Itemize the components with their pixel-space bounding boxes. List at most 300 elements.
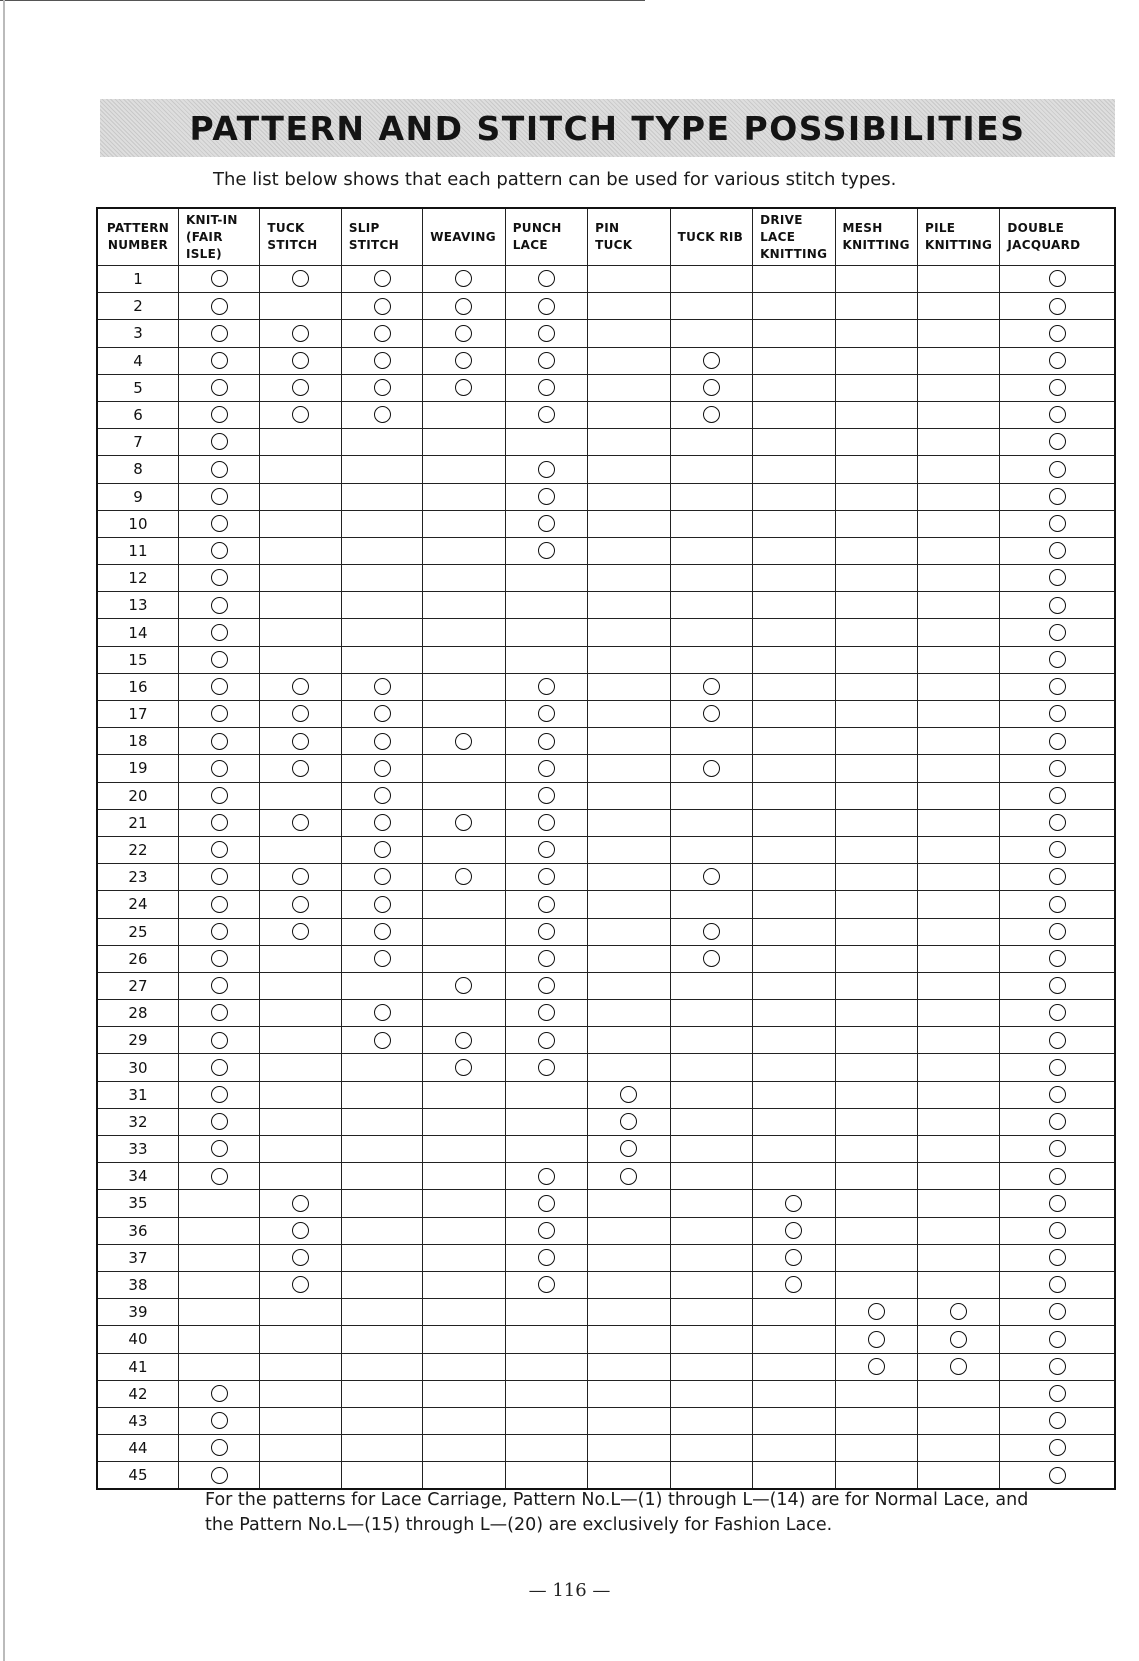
stitch-cell-pile-knitting [917,1108,999,1135]
table-row [97,891,1115,918]
stitch-cell-tuck-rib [670,1000,752,1027]
stitch-cell-drive-lace-knitting [753,918,835,945]
circle-mark-icon [1049,1086,1066,1103]
stitch-cell-pile-knitting [917,565,999,592]
stitch-cell-double-jacquard [1000,483,1115,510]
column-header-text: KNIT-IN [185,212,238,227]
stitch-cell-pin-tuck [588,1326,670,1353]
stitch-cell-tuck-stitch [260,728,341,755]
circle-mark-icon [1049,787,1066,804]
stitch-cell-tuck-rib [670,293,752,320]
stitch-cell-double-jacquard [1000,1027,1115,1054]
table-row [97,782,1115,809]
circle-mark-icon [1049,624,1066,641]
column-header-text: KNITTING [760,246,828,261]
stitch-cell-punch-lace [505,401,587,428]
circle-mark-icon [292,760,309,777]
stitch-cell-tuck-stitch [260,918,341,945]
stitch-cell-mesh-knitting [835,1027,917,1054]
circle-mark-icon [1049,678,1066,695]
stitch-cell-tuck-stitch [260,1407,341,1434]
stitch-cell-drive-lace-knitting [753,673,835,700]
stitch-cell-tuck-stitch [260,1435,341,1462]
stitch-cell-weaving [423,1299,505,1326]
table-row [97,1353,1115,1380]
stitch-cell-tuck-rib [670,782,752,809]
pattern-number-cell: 4 [97,347,178,374]
circle-mark-icon [1049,406,1066,423]
circle-mark-icon [538,923,555,940]
circle-mark-icon [1049,569,1066,586]
stitch-cell-tuck-rib [670,945,752,972]
stitch-cell-drive-lace-knitting [753,374,835,401]
stitch-cell-drive-lace-knitting [753,1435,835,1462]
stitch-cell-double-jacquard [1000,374,1115,401]
stitch-cell-pile-knitting [917,320,999,347]
stitch-cell-pile-knitting [917,429,999,456]
circle-mark-icon [1049,1303,1066,1320]
stitch-cell-knit-in [178,1217,259,1244]
column-header-text: LACE [512,238,548,252]
stitch-cell-tuck-stitch [260,1163,341,1190]
circle-mark-icon [374,270,391,287]
stitch-cell-weaving [423,1136,505,1163]
top-rule [0,0,645,1]
stitch-cell-slip-stitch [341,1299,422,1326]
pattern-number-cell: 11 [97,537,178,564]
stitch-cell-slip-stitch [341,918,422,945]
circle-mark-icon [538,705,555,722]
circle-mark-icon [211,542,228,559]
circle-mark-icon [1049,1032,1066,1049]
pattern-number-cell: 26 [97,945,178,972]
circle-mark-icon [211,896,228,913]
stitch-cell-drive-lace-knitting [753,1299,835,1326]
stitch-cell-tuck-stitch [260,1380,341,1407]
table-row [97,374,1115,401]
pattern-number-cell: 42 [97,1380,178,1407]
stitch-cell-knit-in [178,1326,259,1353]
stitch-cell-knit-in [178,1054,259,1081]
footnote [205,1488,1065,1538]
stitch-cell-slip-stitch [341,429,422,456]
stitch-cell-knit-in [178,1244,259,1271]
footnote-line-2: the Pattern No.L—(15) through L—(20) are exclusively for Fashion Lace. [205,1515,833,1535]
table-row [97,401,1115,428]
stitch-cell-slip-stitch [341,347,422,374]
pattern-number-cell: 18 [97,728,178,755]
stitch-cell-weaving [423,483,505,510]
stitch-cell-pin-tuck [588,1000,670,1027]
stitch-cell-tuck-stitch [260,510,341,537]
stitch-cell-punch-lace [505,1163,587,1190]
stitch-cell-pile-knitting [917,836,999,863]
stitch-cell-pile-knitting [917,1081,999,1108]
stitch-cell-tuck-rib [670,918,752,945]
circle-mark-icon [703,352,720,369]
stitch-cell-tuck-rib [670,592,752,619]
table-row [97,1435,1115,1462]
table-row [97,347,1115,374]
stitch-cell-pile-knitting [917,1462,999,1490]
stitch-cell-slip-stitch [341,945,422,972]
stitch-cell-tuck-stitch [260,347,341,374]
stitch-cell-mesh-knitting [835,755,917,782]
stitch-cell-pile-knitting [917,809,999,836]
circle-mark-icon [1049,433,1066,450]
circle-mark-icon [1049,1195,1066,1212]
stitch-cell-double-jacquard [1000,728,1115,755]
page-title: PATTERN AND STITCH TYPE POSSIBILITIES [189,108,1026,148]
stitch-cell-pile-knitting [917,537,999,564]
circle-mark-icon [211,379,228,396]
stitch-cell-tuck-stitch [260,891,341,918]
pattern-number-cell: 32 [97,1108,178,1135]
stitch-cell-slip-stitch [341,1217,422,1244]
stitch-cell-punch-lace [505,918,587,945]
pattern-number-cell: 12 [97,565,178,592]
stitch-cell-tuck-rib [670,1054,752,1081]
stitch-cell-tuck-stitch [260,293,341,320]
stitch-cell-punch-lace [505,1407,587,1434]
stitch-cell-pin-tuck [588,646,670,673]
stitch-cell-pile-knitting [917,401,999,428]
stitch-cell-tuck-rib [670,401,752,428]
stitch-cell-drive-lace-knitting [753,972,835,999]
circle-mark-icon [292,705,309,722]
stitch-cell-pin-tuck [588,755,670,782]
stitch-cell-pin-tuck [588,1462,670,1490]
stitch-cell-weaving [423,1271,505,1298]
column-header-text: TUCK [595,238,633,252]
stitch-cell-punch-lace [505,537,587,564]
circle-mark-icon [620,1140,637,1157]
stitch-cell-punch-lace [505,266,587,293]
stitch-cell-tuck-rib [670,1081,752,1108]
stitch-cell-pile-knitting [917,347,999,374]
stitch-cell-mesh-knitting [835,1407,917,1434]
stitch-cell-slip-stitch [341,891,422,918]
stitch-cell-pin-tuck [588,728,670,755]
column-header-tuck-stitch [260,208,341,266]
column-header-text: PIN [595,221,620,235]
stitch-cell-knit-in [178,646,259,673]
circle-mark-icon [1049,923,1066,940]
stitch-cell-mesh-knitting [835,456,917,483]
stitch-cell-drive-lace-knitting [753,1380,835,1407]
stitch-cell-slip-stitch [341,592,422,619]
column-header-tuck-rib [670,208,752,266]
table-row [97,1000,1115,1027]
stitch-cell-tuck-stitch [260,619,341,646]
circle-mark-icon [538,270,555,287]
stitch-cell-punch-lace [505,1054,587,1081]
stitch-cell-tuck-stitch [260,1244,341,1271]
stitch-cell-tuck-stitch [260,592,341,619]
circle-mark-icon [538,1004,555,1021]
stitch-cell-slip-stitch [341,1244,422,1271]
stitch-cell-slip-stitch [341,1271,422,1298]
stitch-cell-mesh-knitting [835,836,917,863]
table-row [97,701,1115,728]
stitch-cell-pile-knitting [917,1217,999,1244]
circle-mark-icon [703,406,720,423]
stitch-cell-mesh-knitting [835,537,917,564]
stitch-cell-pin-tuck [588,293,670,320]
circle-mark-icon [211,270,228,287]
circle-mark-icon [1049,977,1066,994]
stitch-cell-pin-tuck [588,401,670,428]
stitch-cell-tuck-rib [670,266,752,293]
stitch-cell-slip-stitch [341,401,422,428]
stitch-cell-drive-lace-knitting [753,809,835,836]
stitch-cell-pin-tuck [588,374,670,401]
circle-mark-icon [292,325,309,342]
stitch-cell-mesh-knitting [835,864,917,891]
circle-mark-icon [538,298,555,315]
stitch-cell-tuck-rib [670,1380,752,1407]
circle-mark-icon [211,1168,228,1185]
stitch-cell-knit-in [178,1190,259,1217]
column-header-text: TUCK [267,221,305,235]
stitch-cell-slip-stitch [341,701,422,728]
circle-mark-icon [1049,733,1066,750]
circle-mark-icon [950,1358,967,1375]
stitch-cell-weaving [423,673,505,700]
stitch-cell-tuck-stitch [260,1462,341,1490]
circle-mark-icon [1049,1467,1066,1484]
pattern-number-cell: 5 [97,374,178,401]
circle-mark-icon [538,760,555,777]
stitch-cell-weaving [423,537,505,564]
stitch-cell-pile-knitting [917,266,999,293]
circle-mark-icon [1049,515,1066,532]
stitch-cell-knit-in [178,510,259,537]
circle-mark-icon [374,868,391,885]
stitch-cell-tuck-rib [670,701,752,728]
circle-mark-icon [292,814,309,831]
stitch-cell-punch-lace [505,1462,587,1490]
stitch-cell-double-jacquard [1000,945,1115,972]
stitch-cell-pile-knitting [917,945,999,972]
stitch-cell-weaving [423,1000,505,1027]
stitch-cell-tuck-stitch [260,1299,341,1326]
pattern-number-cell: 9 [97,483,178,510]
stitch-cell-tuck-stitch [260,1081,341,1108]
stitch-cell-knit-in [178,809,259,836]
pattern-number-cell: 16 [97,673,178,700]
stitch-cell-weaving [423,945,505,972]
table-body [97,266,1115,1490]
stitch-cell-tuck-rib [670,972,752,999]
stitch-cell-knit-in [178,1081,259,1108]
stitch-cell-double-jacquard [1000,755,1115,782]
pattern-number-cell: 29 [97,1027,178,1054]
circle-mark-icon [455,298,472,315]
circle-mark-icon [374,678,391,695]
pattern-number-cell: 10 [97,510,178,537]
circle-mark-icon [785,1222,802,1239]
stitch-cell-tuck-rib [670,1299,752,1326]
circle-mark-icon [211,787,228,804]
stitch-cell-pile-knitting [917,456,999,483]
table-row [97,1326,1115,1353]
circle-mark-icon [1049,488,1066,505]
stitch-cell-pin-tuck [588,1407,670,1434]
stitch-cell-slip-stitch [341,1108,422,1135]
stitch-cell-mesh-knitting [835,510,917,537]
circle-mark-icon [211,1140,228,1157]
circle-mark-icon [374,379,391,396]
stitch-cell-double-jacquard [1000,1244,1115,1271]
stitch-cell-weaving [423,293,505,320]
stitch-cell-punch-lace [505,972,587,999]
circle-mark-icon [785,1195,802,1212]
stitch-cell-weaving [423,429,505,456]
stitch-cell-knit-in [178,864,259,891]
stitch-cell-punch-lace [505,809,587,836]
stitch-cell-slip-stitch [341,1326,422,1353]
stitch-cell-weaving [423,1054,505,1081]
circle-mark-icon [211,597,228,614]
circle-mark-icon [538,1222,555,1239]
stitch-cell-pin-tuck [588,1136,670,1163]
table-row [97,1108,1115,1135]
circle-mark-icon [703,705,720,722]
circle-mark-icon [211,868,228,885]
stitch-cell-mesh-knitting [835,1353,917,1380]
stitch-cell-mesh-knitting [835,347,917,374]
stitch-cell-tuck-rib [670,1163,752,1190]
stitch-cell-punch-lace [505,673,587,700]
circle-mark-icon [292,379,309,396]
title-banner [100,99,1115,157]
circle-mark-icon [1049,1004,1066,1021]
stitch-cell-slip-stitch [341,1027,422,1054]
stitch-cell-punch-lace [505,864,587,891]
stitch-cell-pile-knitting [917,891,999,918]
circle-mark-icon [455,379,472,396]
table-row [97,1217,1115,1244]
stitch-cell-pin-tuck [588,1353,670,1380]
stitch-cell-tuck-stitch [260,1326,341,1353]
stitch-cell-pin-tuck [588,1163,670,1190]
stitch-cell-double-jacquard [1000,401,1115,428]
stitch-cell-drive-lace-knitting [753,565,835,592]
stitch-cell-slip-stitch [341,1407,422,1434]
circle-mark-icon [211,760,228,777]
circle-mark-icon [620,1113,637,1130]
stitch-cell-mesh-knitting [835,1326,917,1353]
circle-mark-icon [538,733,555,750]
stitch-cell-knit-in [178,456,259,483]
circle-mark-icon [703,760,720,777]
stitch-cell-punch-lace [505,374,587,401]
stitch-cell-slip-stitch [341,864,422,891]
stitch-cell-mesh-knitting [835,1380,917,1407]
table-row [97,293,1115,320]
column-header-text: PUNCH [512,221,562,235]
pattern-number-cell: 24 [97,891,178,918]
stitch-cell-drive-lace-knitting [753,1054,835,1081]
stitch-cell-slip-stitch [341,673,422,700]
column-header-text: JACQUARD [1007,238,1081,252]
stitch-cell-pin-tuck [588,1108,670,1135]
stitch-cell-double-jacquard [1000,891,1115,918]
circle-mark-icon [211,515,228,532]
stitch-cell-knit-in [178,537,259,564]
stitch-cell-knit-in [178,1435,259,1462]
stitch-cell-punch-lace [505,755,587,782]
stitch-cell-double-jacquard [1000,1136,1115,1163]
stitch-cell-drive-lace-knitting [753,483,835,510]
page-edge [3,0,5,1661]
stitch-cell-slip-stitch [341,1353,422,1380]
stitch-cell-pile-knitting [917,1407,999,1434]
stitch-cell-punch-lace [505,510,587,537]
circle-mark-icon [211,1004,228,1021]
column-header-text: STITCH [348,238,399,252]
stitch-cell-weaving [423,619,505,646]
stitch-cell-weaving [423,809,505,836]
stitch-cell-tuck-stitch [260,836,341,863]
stitch-cell-mesh-knitting [835,646,917,673]
stitch-cell-slip-stitch [341,456,422,483]
stitch-cell-slip-stitch [341,619,422,646]
table-row [97,1462,1115,1490]
stitch-cell-pile-knitting [917,592,999,619]
circle-mark-icon [538,379,555,396]
circle-mark-icon [374,1004,391,1021]
stitch-cell-pile-knitting [917,1163,999,1190]
stitch-cell-drive-lace-knitting [753,646,835,673]
stitch-cell-pin-tuck [588,864,670,891]
circle-mark-icon [538,1168,555,1185]
stitch-cell-double-jacquard [1000,864,1115,891]
stitch-cell-double-jacquard [1000,1054,1115,1081]
stitch-cell-double-jacquard [1000,1271,1115,1298]
stitch-cell-tuck-rib [670,836,752,863]
pattern-number-cell: 19 [97,755,178,782]
stitch-cell-double-jacquard [1000,1407,1115,1434]
stitch-cell-pin-tuck [588,673,670,700]
stitch-cell-pin-tuck [588,537,670,564]
pattern-number-cell: 40 [97,1326,178,1353]
stitch-cell-pin-tuck [588,1380,670,1407]
stitch-cell-pile-knitting [917,1190,999,1217]
stitch-cell-drive-lace-knitting [753,266,835,293]
stitch-cell-weaving [423,1163,505,1190]
stitch-cell-slip-stitch [341,537,422,564]
stitch-cell-punch-lace [505,320,587,347]
table-row [97,1407,1115,1434]
pattern-number-cell: 7 [97,429,178,456]
stitch-cell-tuck-stitch [260,701,341,728]
stitch-cell-slip-stitch [341,510,422,537]
stitch-cell-mesh-knitting [835,1435,917,1462]
stitch-cell-mesh-knitting [835,1000,917,1027]
stitch-cell-tuck-rib [670,1435,752,1462]
stitch-cell-pin-tuck [588,347,670,374]
column-header-weaving [423,208,505,266]
circle-mark-icon [292,352,309,369]
stitch-cell-drive-lace-knitting [753,1163,835,1190]
stitch-cell-drive-lace-knitting [753,456,835,483]
column-header-text: MESH [842,221,883,235]
column-header-text: NUMBER [107,238,169,252]
stitch-cell-knit-in [178,1462,259,1490]
stitch-cell-drive-lace-knitting [753,782,835,809]
